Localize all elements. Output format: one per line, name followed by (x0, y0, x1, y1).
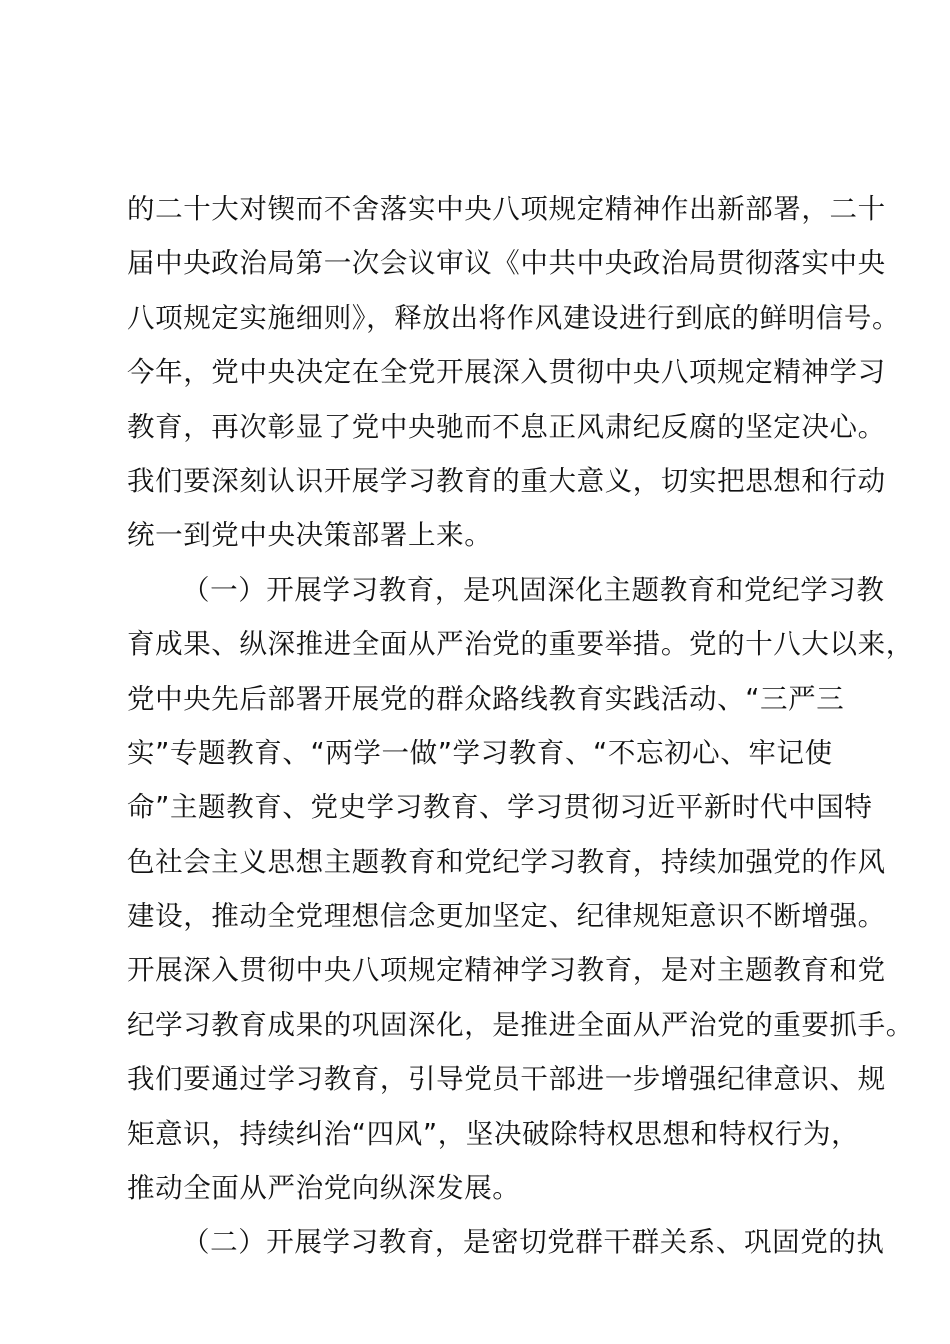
text-line: 八项规定实施细则》，释放出将作风建设进行到底的鲜明信号。 (127, 301, 901, 334)
text-line: 党中央先后部署开展党的群众路线教育实践活动、“三严三 (127, 682, 845, 715)
text-line: 纪学习教育成果的巩固深化，是推进全面从严治党的重要抓手。 (127, 1008, 914, 1041)
text-line: 色社会主义思想主题教育和党纪学习教育，持续加强党的作风 (127, 845, 886, 878)
text-line: 实”专题教育、“两学一做”学习教育、“不忘初心、牢记使 (127, 736, 833, 769)
text-line: 的二十大对锲而不舍落实中央八项规定精神作出新部署，二十 (127, 193, 886, 225)
text-line: 推动全面从严治党向纵深发展。 (127, 1172, 521, 1205)
document-body (127, 182, 914, 1270)
text-line: 我们要深刻认识开展学习教育的重大意义，切实把思想和行动 (127, 464, 886, 497)
text-line: 命”主题教育、党史学习教育、学习贯彻习近平新时代中国特 (127, 791, 873, 824)
text-line: 矩意识，持续纠治“四风”，坚决破除特权思想和特权行为， (127, 1117, 860, 1150)
text-line: 统一到党中央决策部署上来。 (127, 519, 493, 552)
text-line: 育成果、纵深推进全面从严治党的重要举措。党的十八大以来， (127, 628, 914, 661)
text-line: 建设，推动全党理想信念更加坚定、纪律规矩意识不断增强。 (127, 900, 886, 933)
text-line: 今年，党中央决定在全党开展深入贯彻中央八项规定精神学习 (127, 356, 886, 389)
section-heading-line: （二）开展学习教育，是密切党群干群关系、巩固党的执 (182, 1226, 885, 1259)
text-line: 开展深入贯彻中央八项规定精神学习教育，是对主题教育和党 (127, 954, 886, 987)
text-line: 教育，再次彰显了党中央驰而不息正风肃纪反腐的坚定决心。 (127, 410, 886, 443)
section-heading-line: （一）开展学习教育，是巩固深化主题教育和党纪学习教 (182, 573, 885, 606)
text-line: 我们要通过学习教育，引导党员干部进一步增强纪律意识、规 (127, 1063, 886, 1096)
text-line: 届中央政治局第一次会议审议《中共中央政治局贯彻落实中央 (127, 247, 886, 280)
